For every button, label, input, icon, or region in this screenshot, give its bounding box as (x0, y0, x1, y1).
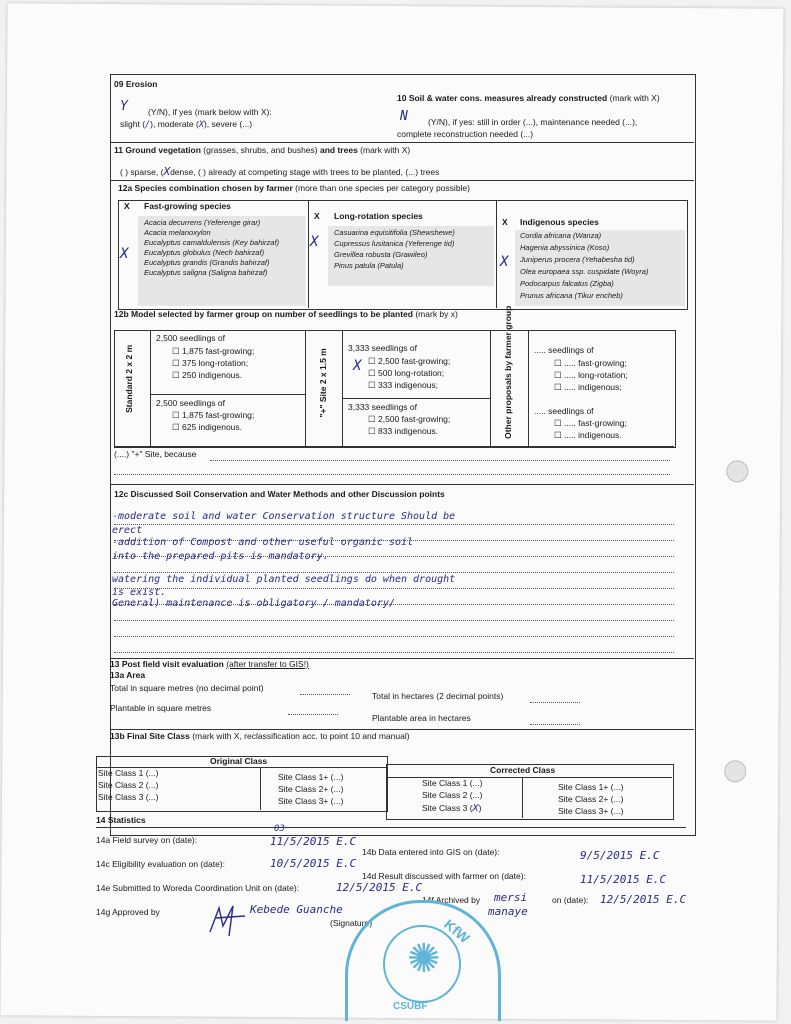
soil-water-title: 10 Soil & water cons. measures already constructed (mark with X) (397, 93, 660, 103)
model-title: 12b Model selected by farmer group on number of seedlings to be planted (mark by x) (114, 309, 458, 319)
fast-header: Fast-growing species (144, 201, 231, 211)
final-class-title: 13b Final Site Class (mark with X, reclassification acc. to point 10 and manual) (110, 731, 410, 741)
fast-species: Eucalyptus grandis (Grandis bahirzaf) (144, 258, 270, 267)
discussion-handwriting: watering the individual planted seedlings do when drought (112, 574, 456, 585)
because-line (114, 474, 670, 475)
gis-entry-date: 9/5/2015 E.C (580, 849, 660, 862)
discussion-handwriting: erect (112, 525, 143, 536)
total-ha-label: Total in hectares (2 decimal points) (372, 691, 504, 701)
field-survey-date: 11/5/2015 E.C (270, 835, 357, 848)
other-option-1-line: ☐ ..... fast-growing; (554, 358, 627, 368)
divider (110, 729, 694, 730)
post-visit-title: 13 Post field visit evaluation (after transfer to GIS!) (110, 659, 309, 669)
plus-option-2-line: ☐ 2,500 fast-growing; (368, 414, 451, 424)
total-ha-field (530, 702, 580, 703)
fast-species: Acacia melanoxylon (144, 228, 211, 237)
submitted-date: 12/5/2015 E.C (336, 881, 423, 894)
statistics-title: 14 Statistics (96, 815, 146, 825)
erosion-line2: slight (/), moderate (X), severe (...) (120, 119, 253, 130)
discussion-handwriting: is exist. (112, 587, 167, 598)
other-option-1-head: ..... seedlings of (534, 345, 594, 355)
plus-site-label: "+" Site 2 x 1.5 m (318, 348, 329, 418)
discussion-handwriting: -addition of Compost and other useful organic soil (112, 537, 414, 548)
result-discussed-label: 14d Result discussed with farmer on (date): (362, 871, 526, 881)
long-species: Casuarina equisitifolia (Shewshewe) (334, 228, 455, 237)
indigenous-species: Podocarpus falcatus (Zigba) (520, 279, 614, 288)
discussion-line (114, 652, 674, 653)
divider (528, 330, 529, 446)
archived-label: 14f Archived by (422, 895, 481, 905)
long-species: Cupressus lusitanica (Yeferenge tid) (334, 239, 455, 248)
corr-site-class: Site Class 3 (X) (422, 803, 482, 814)
orig-site-class-plus: Site Class 2+ (...) (278, 784, 344, 794)
erosion-title: 09 Erosion (114, 79, 158, 89)
x-col-header: X (314, 211, 320, 221)
submitted-label: 14e Submitted to Woreda Coordination Unit on (date): (96, 883, 300, 893)
x-col-header: X (502, 217, 508, 227)
other-option-1-line: ☐ ..... indigenous; (554, 382, 622, 392)
corr-site-class-plus: Site Class 2+ (...) (558, 794, 624, 804)
std-option-2-head: 2,500 seedlings of (156, 398, 225, 408)
discussion-line (114, 572, 674, 573)
plus-option-1-mark: X (353, 358, 362, 374)
std-option-1-line: ☐ 250 indigenous. (172, 370, 243, 380)
discussion-handwriting: -moderate soil and water Conservation structure Should be (112, 511, 456, 522)
discussion-line (114, 588, 674, 589)
divider (496, 200, 497, 308)
indigenous-species: Cordia africana (Wanza) (520, 231, 602, 240)
total-sqm-label: Total in square metres (no decimal point) (110, 683, 264, 693)
discussion-line (114, 620, 674, 621)
divider (150, 394, 305, 395)
erosion-line1: (Y/N), if yes (mark below with X): (148, 107, 272, 117)
divider (305, 330, 306, 446)
std-option-1-head: 2,500 seedlings of (156, 333, 225, 343)
long-header: Long-rotation species (334, 211, 423, 221)
corr-site-class: Site Class 1 (...) (422, 778, 483, 788)
soil-water-line1: (Y/N), if yes: still in order (...), maintenance needed (...), (428, 117, 638, 127)
std-option-1-line: ☐ 1,875 fast-growing; (172, 346, 255, 356)
eligibility-label: 14c Eligibility evaluation on (date): (96, 859, 225, 869)
plantable-sqm-label: Plantable in square metres (110, 703, 212, 713)
fast-species: Acacia decurrens (Yeferenge girar) (144, 218, 261, 227)
archived-by: mersi (494, 891, 528, 904)
discussion-handwriting: into the prepared pits is mandatory. (112, 551, 329, 562)
other-option-2-line: ☐ ..... indigenous. (554, 430, 622, 440)
indigenous-species: Olea europaea ssp. cuspidate (Woyra) (520, 267, 649, 276)
divider (110, 142, 694, 143)
divider (522, 777, 523, 818)
discussion-line (114, 524, 674, 525)
punch-hole (726, 460, 748, 482)
area-title: 13a Area (110, 670, 146, 680)
divider (342, 330, 343, 446)
discussion-line (114, 636, 674, 637)
result-discussed-date: 11/5/2015 E.C (580, 873, 667, 886)
gis-entry-label: 14b Data entered into GIS on (date): (362, 847, 500, 857)
corrected-class-header: Corrected Class (490, 765, 556, 775)
plus-option-1-head: 3,333 seedlings of (348, 343, 417, 353)
divider (114, 446, 674, 447)
stamp-csubf-text: CSUBF (393, 1001, 428, 1012)
soil-water-line2: complete reconstruction needed (...) (397, 129, 534, 139)
standard-label: Standard 2 x 2 m (124, 344, 135, 413)
divider (110, 484, 694, 485)
field-survey-note: 03 (274, 824, 285, 834)
approved-label: 14g Approved by (96, 907, 160, 917)
orig-site-class: Site Class 3 (...) (98, 792, 159, 802)
archived-date: 12/5/2015 E.C (600, 893, 687, 906)
plus-option-2-head: 3,333 seedlings of (348, 402, 417, 412)
other-option-1-line: ☐ ..... long-rotation; (554, 370, 628, 380)
plantable-ha-field (530, 724, 580, 725)
signature-label: (Signature) (330, 918, 373, 928)
stamp-kfw-text: KfW (441, 915, 473, 947)
because-line (210, 460, 670, 461)
eligibility-date: 10/5/2015 E.C (270, 857, 357, 870)
fast-species: Eucalyptus camaldulensis (Key bahirzaf) (144, 238, 280, 247)
archived-by-2: manaye (488, 905, 528, 918)
star-icon: ✺ (407, 937, 441, 981)
ground-vegetation-title: 11 Ground vegetation (grasses, shrubs, and bushes) and trees (mark with X) (114, 145, 411, 155)
corr-site-class-plus: Site Class 3+ (...) (558, 806, 624, 816)
archived-date-label: on (date): (552, 895, 589, 905)
corr-site-class: Site Class 2 (...) (422, 790, 483, 800)
ground-vegetation-line: ( ) sparse, (Xdense, ( ) already at competing stage with trees to be planted, (...) trees (120, 165, 440, 178)
long-species-mark: X (310, 234, 319, 250)
plus-option-1-line: ☐ 2,500 fast-growing; (368, 356, 451, 366)
plantable-sqm-field (288, 714, 338, 715)
divider (96, 827, 686, 828)
orig-site-class-plus: Site Class 3+ (...) (278, 796, 344, 806)
plus-site-because: (....) "+" Site, because (114, 449, 197, 459)
discussion-handwriting: General) maintenance is obligatory / mandatory/ (112, 598, 395, 609)
plantable-ha-label: Plantable area in hectares (372, 713, 471, 723)
orig-site-class: Site Class 1 (...) (98, 768, 159, 778)
divider (490, 330, 491, 446)
long-species: Grevillea robusta (Grawileo) (334, 250, 428, 259)
orig-site-class-plus: Site Class 1+ (...) (278, 772, 344, 782)
plus-option-1-line: ☐ 500 long-rotation; (368, 368, 445, 378)
orig-site-class: Site Class 2 (...) (98, 780, 159, 790)
plus-option-1-line: ☐ 333 indigenous; (368, 380, 439, 390)
std-option-2-line: ☐ 1,875 fast-growing; (172, 410, 255, 420)
erosion-mark: Y (120, 99, 128, 114)
discussion-title: 12c Discussed Soil Conservation and Water Methods and other Discussion points (114, 489, 445, 499)
signature-scribble (205, 902, 260, 942)
indigenous-header: Indigenous species (520, 217, 599, 227)
std-option-1-line: ☐ 375 long-rotation; (172, 358, 249, 368)
std-option-2-line: ☐ 625 indigenous. (172, 422, 243, 432)
x-col-header: X (124, 201, 130, 211)
indigenous-species: Juniperus procera (Yehabesha tid) (520, 255, 635, 264)
soil-water-mark: N (400, 109, 408, 124)
divider (308, 200, 309, 308)
other-option-2-line: ☐ ..... fast-growing; (554, 418, 627, 428)
punch-hole (724, 760, 746, 782)
plus-option-2-line: ☐ 833 indigenous. (368, 426, 439, 436)
divider (260, 767, 261, 810)
long-species: Pinus patula (Patula) (334, 261, 404, 270)
indigenous-species: Hagenia abyssinica (Koso) (520, 243, 610, 252)
field-survey-label: 14a Field survey on (date): (96, 835, 198, 845)
other-proposals-label: Other proposals by farmer group (503, 305, 514, 439)
indigenous-species: Prunus africana (Tikur encheb) (520, 291, 623, 300)
original-class-header: Original Class (210, 756, 268, 766)
species-title: 12a Species combination chosen by farmer (more than one species per category possible) (118, 183, 470, 193)
other-option-2-head: ..... seedlings of (534, 406, 594, 416)
total-sqm-field (300, 694, 350, 695)
indigenous-species-mark: X (500, 254, 509, 270)
divider (110, 180, 694, 181)
fast-species: Eucalyptus saligna (Saligna bahirzaf) (144, 268, 268, 277)
divider (342, 398, 490, 399)
stamp-inner-ring (383, 925, 461, 1003)
divider (150, 330, 151, 446)
approved-by: Kebede Guanche (250, 903, 343, 916)
corr-site-class-plus: Site Class 1+ (...) (558, 782, 624, 792)
fast-species: Eucalyptus globulus (Nech bahirzaf) (144, 248, 265, 257)
fast-species-mark: X (120, 246, 129, 262)
